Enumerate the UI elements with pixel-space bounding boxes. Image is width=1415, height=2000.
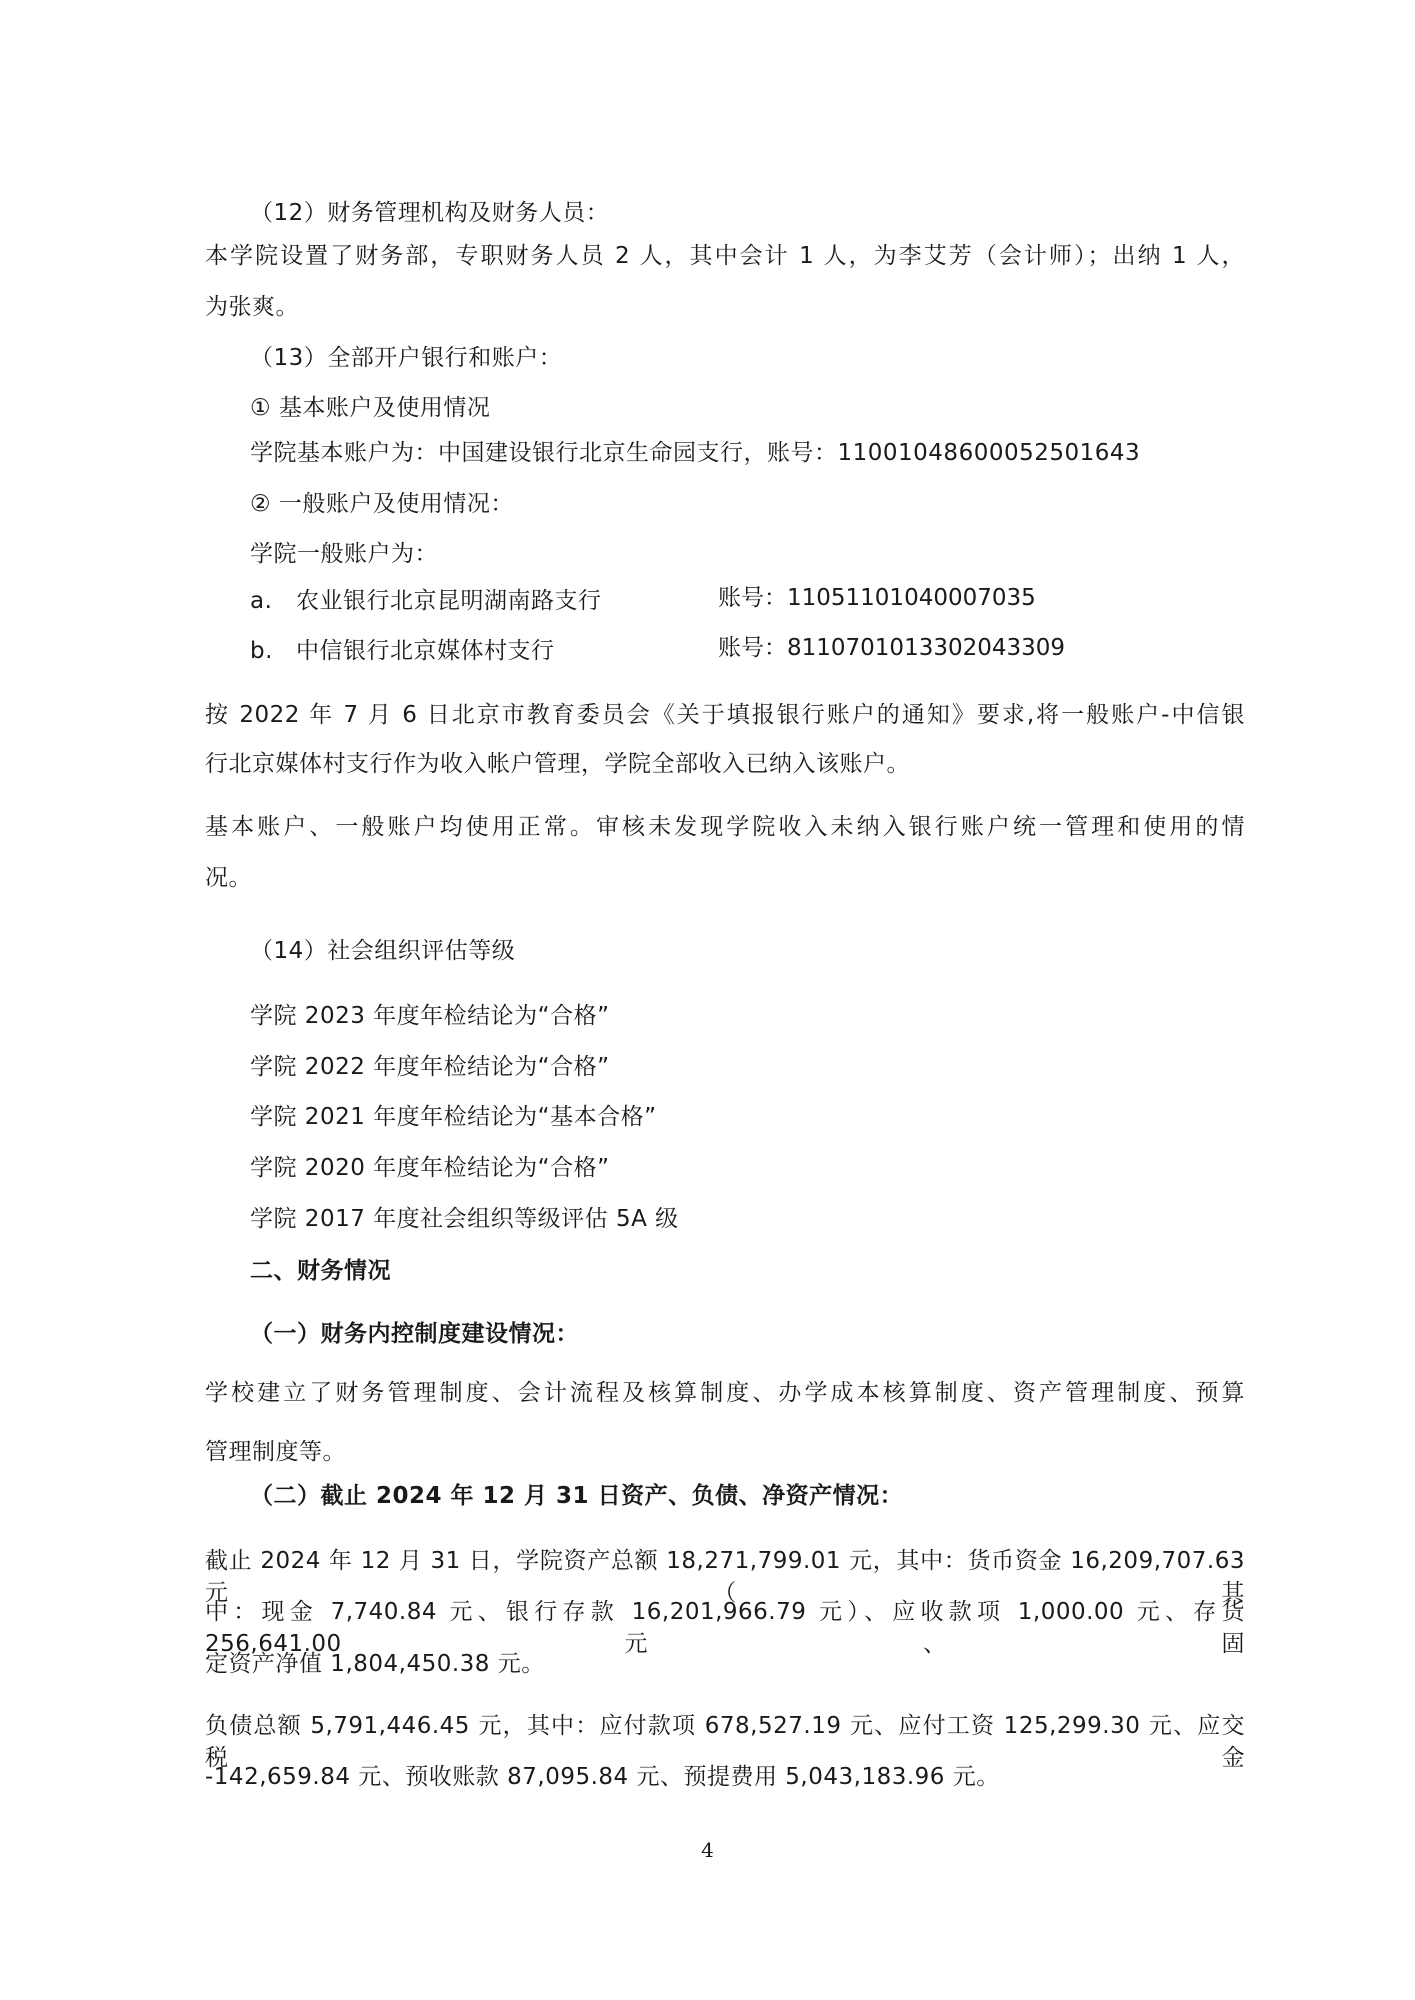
account-item-a bbox=[250, 585, 602, 617]
section-13-heading: （13）全部开户银行和账户： bbox=[250, 345, 563, 371]
account-note-1-line-1: 按 2022 年 7 月 6 日北京市教育委员会《关于填报银行账户的通知》要求,将一般账户-中信银 bbox=[205, 702, 1245, 728]
assets-line-1: 截止 2024 年 12 月 31 日，学院资产总额 18,271,799.01 元，其中：货币资金 16,209,707.63 元（其 bbox=[205, 1548, 1245, 1606]
inspection-line-2023: 学院 2023 年度年检结论为“合格” bbox=[250, 1003, 610, 1029]
assets-line-3: 定资产净值 1,804,450.38 元。 bbox=[205, 1651, 545, 1677]
inspection-line-2021: 学院 2021 年度年检结论为“基本合格” bbox=[250, 1104, 657, 1130]
account-item-label: b. bbox=[250, 638, 273, 664]
internal-control-line-1: 学校建立了财务管理制度、会计流程及核算制度、办学成本核算制度、资产管理制度、预算 bbox=[205, 1380, 1245, 1406]
basic-account-detail: 学院基本账户为：中国建设银行北京生命园支行，账号：11001048600052501643 bbox=[250, 440, 1141, 466]
assets-line-2: 中：现金 7,740.84 元、银行存款 16,201,966.79 元）、应收款项 1,000.00 元、存货 256,641.00 元、固 bbox=[205, 1599, 1245, 1657]
account-item-bank: 中信银行北京媒体村支行 bbox=[296, 638, 555, 664]
account-note-1-line-2: 行北京媒体村支行作为收入帐户管理，学院全部收入已纳入该账户。 bbox=[205, 751, 910, 777]
inspection-line-2020: 学院 2020 年度年检结论为“合格” bbox=[250, 1155, 610, 1181]
assets-liabilities-heading: （二）截止 2024 年 12 月 31 日资产、负债、净资产情况： bbox=[250, 1483, 904, 1509]
account-note-2-line-1: 基本账户、一般账户均使用正常。审核未发现学院收入未纳入银行账户统一管理和使用的情 bbox=[205, 814, 1245, 840]
general-account-title: ② 一般账户及使用情况： bbox=[250, 491, 514, 517]
account-item-a-number: 账号：11051101040007035 bbox=[718, 585, 1036, 611]
liabilities-line-2: -142,659.84 元、预收账款 87,095.84 元、预提费用 5,043,183.96 元。 bbox=[205, 1764, 1000, 1790]
general-account-intro: 学院一般账户为： bbox=[250, 541, 438, 567]
page-number: 4 bbox=[701, 1838, 714, 1862]
section-12-heading: （12）财务管理机构及财务人员： bbox=[250, 200, 610, 226]
account-note-2-line-2: 况。 bbox=[205, 865, 252, 891]
internal-control-heading: （一）财务内控制度建设情况： bbox=[250, 1321, 579, 1347]
account-item-bank: 农业银行北京昆明湖南路支行 bbox=[296, 588, 602, 614]
account-item-b-number: 账号：8110701013302043309 bbox=[718, 635, 1066, 661]
account-item-b bbox=[250, 635, 555, 667]
section-12-line-2: 为张爽。 bbox=[205, 294, 299, 320]
finance-heading: 二、财务情况 bbox=[250, 1258, 391, 1284]
section-12-line-1: 本学院设置了财务部，专职财务人员 2 人，其中会计 1 人，为李艾芳（会计师）；出纳 1 人， bbox=[205, 243, 1245, 269]
basic-account-title: ① 基本账户及使用情况 bbox=[250, 395, 491, 421]
section-14-heading: （14）社会组织评估等级 bbox=[250, 938, 516, 964]
account-item-label: a. bbox=[250, 588, 273, 614]
liabilities-line-1: 负债总额 5,791,446.45 元，其中：应付款项 678,527.19 元、应付工资 125,299.30 元、应交税金 bbox=[205, 1713, 1245, 1771]
internal-control-line-2: 管理制度等。 bbox=[205, 1439, 346, 1465]
evaluation-line-2017: 学院 2017 年度社会组织等级评估 5A 级 bbox=[250, 1206, 679, 1232]
inspection-line-2022: 学院 2022 年度年检结论为“合格” bbox=[250, 1054, 610, 1080]
